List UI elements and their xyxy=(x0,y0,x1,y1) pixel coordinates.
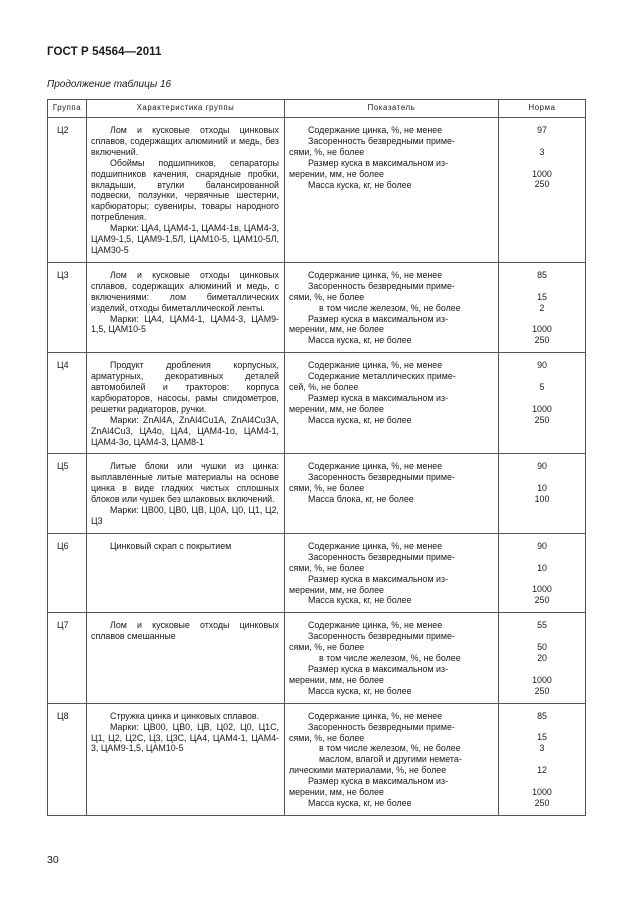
norm-value: 1000 xyxy=(532,584,552,595)
group-characteristic xyxy=(87,353,285,454)
page-number: 30 xyxy=(47,854,59,866)
table-row xyxy=(48,118,586,263)
indicator-line: Содержание цинка, %, не менее xyxy=(308,540,443,551)
norm-value: 10 xyxy=(537,483,547,494)
indicator-line: в том числе железом, %, не более xyxy=(319,743,461,754)
group-characteristic xyxy=(87,533,285,612)
norm-value xyxy=(499,281,585,292)
table-row xyxy=(48,703,586,815)
column-header-norm: Норма xyxy=(499,100,586,118)
norm-value xyxy=(499,552,585,563)
indicator-line: сями, %, не более xyxy=(289,146,365,157)
indicator-line: Масса блока, кг, не более xyxy=(308,494,414,505)
norm-value: 90 xyxy=(537,360,547,371)
indicator-line: сями, %, не более xyxy=(289,732,365,743)
norm-value xyxy=(499,722,585,733)
norm-value: 12 xyxy=(537,765,547,776)
indicator-line: сями, %, не более xyxy=(289,291,365,302)
norm-values xyxy=(499,262,586,352)
indicator-line: мерении, мм, не более xyxy=(289,168,384,179)
column-header-indicator: Показатель xyxy=(285,100,499,118)
indicator-line: сями, %, не более xyxy=(289,562,365,573)
norm-value: 15 xyxy=(537,291,547,302)
norm-value xyxy=(499,472,585,483)
indicators xyxy=(285,454,499,533)
characteristic-paragraph: Марки: ЦВ00, ЦВ0, ЦВ, Ц02, Ц0, Ц1С, Ц1, Ц2, Ц2С, Ц3, Ц3С, ЦА4, ЦАМ4-1, ЦАМ4-3, ЦАМ9-1,5, ЦАМ10-5 xyxy=(91,721,279,754)
indicator-line: Засоренность безвредными приме- xyxy=(308,472,455,483)
norm-value: 3 xyxy=(539,146,545,157)
group-code: Ц3 xyxy=(48,262,87,352)
norm-value: 2 xyxy=(539,302,545,313)
norm-values xyxy=(499,353,586,454)
indicators xyxy=(285,262,499,352)
norm-value xyxy=(499,754,585,765)
group-code: Ц7 xyxy=(48,613,87,703)
norm-value xyxy=(499,158,585,169)
indicator-line: Масса куска, кг, не более xyxy=(308,797,412,808)
table-row xyxy=(48,454,586,533)
indicator-line: Содержание цинка, %, не менее xyxy=(308,620,443,631)
indicator-line: Масса куска, кг, не более xyxy=(308,179,412,190)
indicator-line: Размер куска в максимальном из- xyxy=(308,776,449,787)
characteristic-paragraph: Литые блоки или чушки из цинка: выплавленные литые материалы на основе цинка в виде гладких чистых сплошных блоков или чушек без шлаковых включений. xyxy=(91,461,279,505)
indicators xyxy=(285,118,499,263)
norm-value: 250 xyxy=(534,335,550,346)
norm-values xyxy=(499,533,586,612)
table-row xyxy=(48,613,586,703)
group-code: Ц4 xyxy=(48,353,87,454)
table-header-row xyxy=(48,100,586,118)
indicators xyxy=(285,533,499,612)
indicator-line: Содержание цинка, %, не менее xyxy=(308,269,443,280)
characteristic-paragraph: Обоймы подшипников, сепараторы подшипников качения, снарядные пробки, вкладыши, втулки балансированной подвески, ползунки, червячные шестерни, карбюраторы; сувениры, товары народного потребления. xyxy=(91,157,279,223)
indicator-line: Размер куска в максимальном из- xyxy=(308,313,449,324)
group-code: Ц6 xyxy=(48,533,87,612)
indicator-line: Засоренность безвредными приме- xyxy=(308,280,455,291)
norm-value: 85 xyxy=(537,269,547,280)
norm-value: 55 xyxy=(537,620,547,631)
group-characteristic xyxy=(87,262,285,352)
indicator-line: Размер куска в максимальном из- xyxy=(308,663,449,674)
norm-value: 50 xyxy=(537,642,547,653)
indicator-line: в том числе железом, %, не более xyxy=(319,653,461,664)
table-row xyxy=(48,353,586,454)
table-body xyxy=(48,118,586,816)
norm-value: 1000 xyxy=(532,324,552,335)
indicator-line: Засоренность безвредными приме- xyxy=(308,631,455,642)
indicator-line: Засоренность безвредными приме- xyxy=(308,721,455,732)
norm-value xyxy=(499,631,585,642)
norm-value xyxy=(499,393,585,404)
norm-values xyxy=(499,454,586,533)
norm-values xyxy=(499,613,586,703)
document-code: ГОСТ Р 54564—2011 xyxy=(47,46,162,58)
norm-value: 90 xyxy=(537,540,547,551)
characteristic-paragraph: Марки: ЦВ00, ЦВ0, ЦВ, Ц0А, Ц0, Ц1, Ц2, Ц3 xyxy=(91,505,279,526)
indicator-line: мерении, мм, не более xyxy=(289,324,384,335)
norm-value: 250 xyxy=(534,414,550,425)
group-code: Ц8 xyxy=(48,703,87,815)
group-code: Ц5 xyxy=(48,454,87,533)
characteristic-paragraph: Марки: ЦА4, ЦАМ4-1, ЦАМ4-3, ЦАМ9-1,5, ЦАМ10-5 xyxy=(91,313,279,335)
indicator-line: Содержание цинка, %, не менее xyxy=(308,360,443,371)
indicator-line: Размер куска в максимальном из- xyxy=(308,392,449,403)
norm-value: 250 xyxy=(534,685,550,696)
indicator-line: Содержание металлических приме- xyxy=(308,371,456,382)
indicators xyxy=(285,613,499,703)
table-caption: Продолжение таблицы 16 xyxy=(47,79,172,90)
characteristic-paragraph: Цинковый скрап с покрытием xyxy=(110,540,232,551)
column-header-group: Группа xyxy=(48,100,87,118)
indicator-line: Размер куска в максимальном из- xyxy=(308,157,449,168)
indicator-line: Масса куска, кг, не более xyxy=(308,414,412,425)
indicator-line: Засоренность безвредными приме- xyxy=(308,551,455,562)
norm-value: 250 xyxy=(534,179,550,190)
norm-value: 15 xyxy=(537,732,547,743)
norm-value xyxy=(499,574,585,585)
indicator-line: мерении, мм, не более xyxy=(289,787,384,798)
norm-values xyxy=(499,118,586,263)
norm-value xyxy=(499,371,585,382)
indicator-line: лическими материалами, %, не более xyxy=(289,765,447,776)
norm-value: 90 xyxy=(537,461,547,472)
indicator-line: мерении, мм, не более xyxy=(289,674,384,685)
norm-value: 1000 xyxy=(532,786,552,797)
characteristic-paragraph: Лом и кусковые отходы цинковых сплавов, содержащих алюминий и медь, с включениями: лом биметаллических изделий, отходы биметаллической ленты. xyxy=(91,269,279,313)
norm-value: 5 xyxy=(539,382,545,392)
norm-value: 1000 xyxy=(532,403,552,414)
norm-value xyxy=(499,776,585,787)
group-characteristic xyxy=(87,118,285,263)
table-row xyxy=(48,533,586,612)
norm-value xyxy=(499,313,585,324)
norm-value: 1000 xyxy=(532,168,552,179)
indicator-line: сей, %, не более xyxy=(289,382,359,393)
column-header-characteristic: Характеристика группы xyxy=(87,100,285,118)
indicators xyxy=(285,353,499,454)
norm-values xyxy=(499,703,586,815)
characteristic-paragraph: Лом и кусковые отходы цинковых сплавов смешанные xyxy=(91,620,279,642)
indicator-line: Содержание цинка, %, не менее xyxy=(308,125,443,135)
norm-value: 85 xyxy=(537,710,547,721)
norm-value: 250 xyxy=(534,797,550,808)
norm-value: 1000 xyxy=(532,674,552,685)
indicators xyxy=(285,703,499,815)
norm-value: 250 xyxy=(534,595,550,606)
norm-value: 3 xyxy=(539,743,545,754)
indicator-line: Масса куска, кг, не более xyxy=(308,335,412,346)
group-characteristic xyxy=(87,613,285,703)
group-code: Ц2 xyxy=(48,118,87,263)
group-characteristic xyxy=(87,454,285,533)
indicator-line: Размер куска в максимальном из- xyxy=(308,573,449,584)
indicator-line: мерении, мм, не более xyxy=(289,584,384,595)
characteristic-paragraph: Марки: ЦА4, ЦАМ4-1, ЦАМ4-1в, ЦАМ4-3, ЦАМ9-1,5, ЦАМ9-1,5Л, ЦАМ10-5, ЦАМ10-5Л, ЦАМ30-5 xyxy=(91,223,279,255)
indicator-line: Масса куска, кг, не более xyxy=(308,685,412,696)
indicator-line: мерении, мм, не более xyxy=(289,403,384,414)
indicator-line: Содержание цинка, %, не менее xyxy=(308,461,443,472)
indicator-line: сями, %, не более xyxy=(289,483,365,494)
group-characteristic xyxy=(87,703,285,815)
norm-value: 20 xyxy=(537,653,547,664)
indicator-line: сями, %, не более xyxy=(289,642,365,653)
indicator-line: в том числе железом, %, не более xyxy=(319,302,461,313)
table-row xyxy=(48,262,586,352)
characteristic-paragraph: Лом и кусковые отходы цинковых сплавов, содержащих алюминий и медь, без включений. xyxy=(91,125,279,157)
indicator-line: Засоренность безвредными приме- xyxy=(308,135,455,146)
indicator-line: маслом, влагой и другими немета- xyxy=(319,754,462,765)
characteristic-paragraph: Продукт дробления корпусных, арматурных, декоративных деталей автомобилей и тракторов: корпуса карбюраторов, насосы, рамы спидометров, решетки радиаторов, ручки. xyxy=(91,360,279,414)
characteristic-paragraph: Марки: ZnAl4A, ZnAl4Cu1A, ZnAl4Cu3A, ZnAl4Cu3, ЦА4о, ЦА4, ЦАМ4-1о, ЦАМ4-1, ЦАМ4-3о, ЦАМ4-3, ЦАМ8-1 xyxy=(91,414,279,447)
norm-value: 97 xyxy=(537,125,547,135)
norm-value: 100 xyxy=(534,494,550,505)
norm-value xyxy=(499,664,585,675)
indicator-line: Масса куска, кг, не более xyxy=(308,595,412,606)
characteristic-paragraph: Стружка цинка и цинковых сплавов. xyxy=(110,710,260,721)
requirements-table xyxy=(47,99,586,816)
norm-value: 10 xyxy=(537,562,547,573)
indicator-line: Содержание цинка, %, не менее xyxy=(308,710,443,721)
norm-value xyxy=(499,136,585,147)
